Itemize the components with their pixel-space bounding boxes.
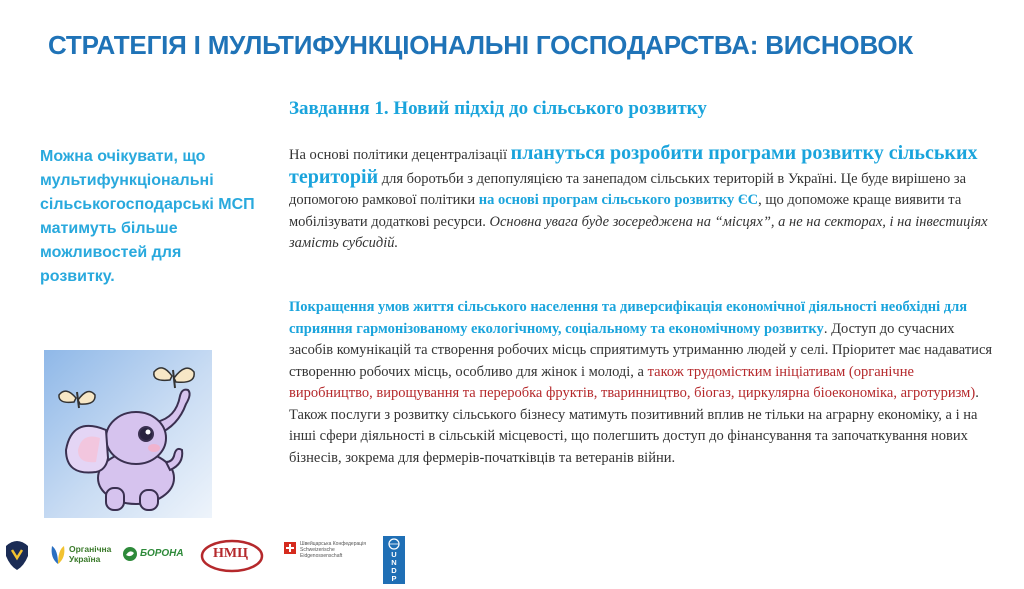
organic-ukraine-label-1: Органічна: [69, 544, 112, 554]
organic-ukraine-label-2: Україна: [69, 554, 101, 564]
para1-highlight-eu: на основі програм сільського розвитку ЄС: [478, 192, 759, 208]
swiss-flag-icon: [284, 542, 296, 554]
undp-letter-d: D: [391, 566, 397, 575]
para1-text-2: для боротьби з депопуляцією та занепадом сільських територій в Україні. Це буде вирішено за допомогою рамкової політики: [289, 170, 967, 208]
undp-logo: [383, 536, 405, 584]
para2-text-1: . Доступ до сучасних засобів комунікацій та створення робочих місць сприятимуть утриманню людей у селі. Пріоритет має надаватися створенню робочих місць, особливо для жінок і молоді, а: [289, 320, 993, 380]
crest-logo: [4, 540, 30, 570]
undp-letter-p: P: [391, 574, 397, 583]
para2-highlight-conditions: Покращення умов життя сільського населення та диверсифікація економічної діяльності необхідні для сприяння гармонізованому екологічному, соціальному та економічному розвитку: [289, 299, 968, 337]
organic-ukraine-logo-icon: [49, 542, 67, 566]
slide-title: СТРАТЕГІЯ І МУЛЬТИФУНКЦІОНАЛЬНІ ГОСПОДАРСТВА: ВИСНОВОК: [48, 30, 914, 60]
swiss-label-1: Швейцарська Конфедерація: [300, 541, 366, 547]
borona-logo-icon: [122, 546, 138, 562]
para1-italic-focus: Основна увага буде зосереджена на “місцях”, а не на секторах, і на інвестиціях замість субсидій.: [289, 213, 988, 251]
section-heading: Завдання 1. Новий підхід до сільського розвитку: [289, 98, 707, 119]
swiss-label-2: Schweizerische Eidgenossenschaft: [300, 547, 343, 559]
para2-highlight-labor: також трудомістким ініціативам (органічне виробництво, вирощування та переробка фруктів, тваринництво, біогаз, циркулярна біоекономіка, агротуризм): [289, 363, 976, 401]
side-note: Можна очікувати, що мультифункціональні сільськогосподарські МСП матимуть більше можливостей для розвитку.: [40, 148, 255, 285]
para2-text-2: . Також послуги з розвитку сільського бізнесу матимуть позитивний вплив не тільки на аграрну економіку, а і на інші сфери діяльності в сільській місцевості, що полегшить доступ до фінансування та започаткування нових бізнесів, зокрема для фермерів-початківців та ветеранів війни.: [289, 385, 979, 466]
paragraph-decentralization: [289, 143, 999, 255]
un-emblem-icon: [387, 538, 401, 550]
elephant-illustration: [44, 350, 212, 518]
nmc-logo-label: НМЦ: [213, 546, 248, 561]
undp-letter-u: U: [391, 550, 397, 559]
para1-highlight-programs: плануться розробити програми розвитку сільських територій: [289, 142, 978, 188]
borona-logo-label: БОРОНА: [140, 548, 184, 559]
undp-letter-n: N: [391, 558, 397, 567]
paragraph-living-conditions: [289, 297, 999, 469]
para1-text-1: На основі політики децентралізації: [289, 147, 511, 163]
partner-logos: [0, 528, 1024, 589]
para1-text-3: , що допоможе краще виявити та мобілізувати додаткові ресурси.: [289, 192, 962, 230]
